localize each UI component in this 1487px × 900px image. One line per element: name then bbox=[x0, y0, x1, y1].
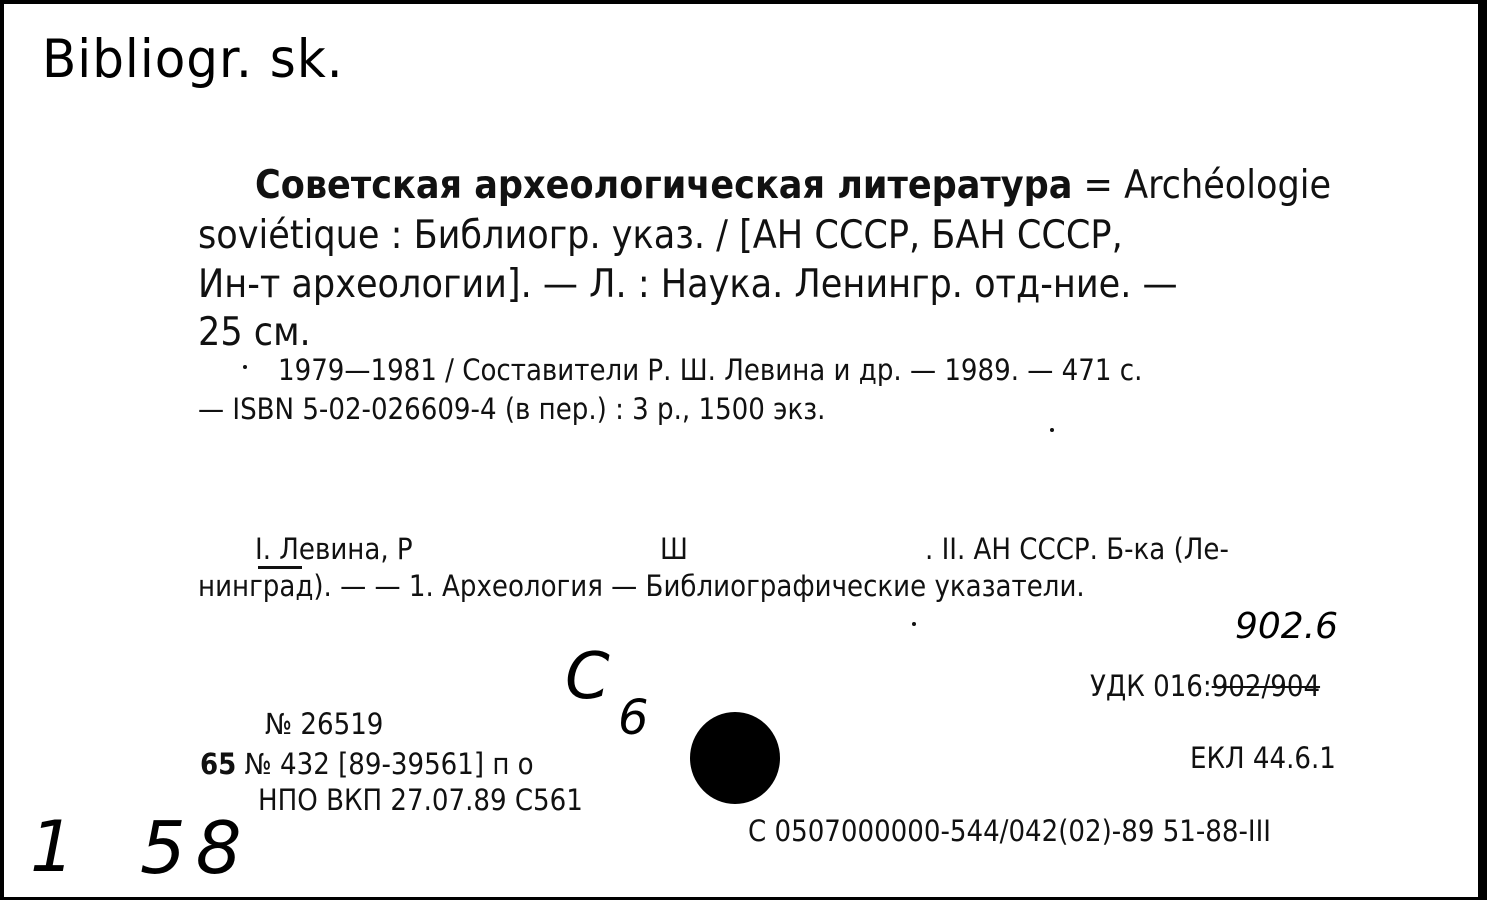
volume-line-1: 1979—1981 / Составители Р. Ш. Левина и др. — 1989. — 471 с. bbox=[278, 353, 1143, 387]
entry-title-line bbox=[255, 163, 1331, 209]
udk-code bbox=[1090, 668, 1320, 704]
entry-parallel-title: = Archéologie bbox=[1072, 163, 1332, 208]
c-code: С 0507000000-544/042(02)-89 51-88-III bbox=[748, 814, 1271, 848]
tracing-part-c: . II. АН СССР. Б-ка (Ле- bbox=[925, 532, 1229, 566]
handwritten-mark-c: С bbox=[565, 640, 610, 714]
card-number: № 26519 bbox=[265, 707, 384, 741]
udk-struck-code: 902/904 bbox=[1211, 669, 1321, 703]
tracing-line-2: нинград). — — 1. Археология — Библиографические указатели. bbox=[198, 569, 1085, 603]
stray-dot bbox=[243, 365, 247, 369]
card-right-edge bbox=[1478, 0, 1487, 900]
entry-line-4: 25 см. bbox=[198, 310, 311, 355]
order-line bbox=[200, 746, 534, 782]
handwritten-number-1: 1 bbox=[30, 806, 75, 888]
order-prefix: 65 bbox=[200, 747, 237, 781]
volume-line-2: — ISBN 5-02-026609-4 (в пер.) : 3 р., 1500 экз. bbox=[198, 392, 826, 426]
handwritten-number-58: 58 bbox=[140, 806, 252, 890]
entry-title: Советская археологическая литература bbox=[255, 163, 1073, 208]
entry-line-2: soviétique : Библиогр. указ. / [АН СССР, БАН СССР, bbox=[198, 213, 1123, 258]
ekl-code: ЕКЛ 44.6.1 bbox=[1190, 741, 1336, 775]
npo-line: НПО ВКП 27.07.89 С561 bbox=[258, 783, 583, 817]
stray-dot bbox=[912, 622, 916, 626]
punch-hole bbox=[690, 712, 780, 804]
handwritten-biblio-note: Bibliogr. sk. bbox=[42, 28, 344, 90]
entry-line-3: Ин-т археологии]. — Л. : Наука. Ленингр. отд-ние. — bbox=[198, 262, 1178, 307]
order-rest: № 432 [89-39561] п о bbox=[236, 747, 534, 781]
stray-dot bbox=[1050, 428, 1054, 432]
udk-label: УДК 016: bbox=[1090, 669, 1212, 703]
handwritten-mark-6: 6 bbox=[618, 690, 649, 746]
tracing-part-b: Ш bbox=[660, 532, 688, 566]
pen-underline bbox=[258, 566, 302, 569]
tracing-part-a: I. Левина, Р bbox=[255, 532, 413, 566]
handwritten-classification: 902.6 bbox=[1235, 606, 1339, 647]
